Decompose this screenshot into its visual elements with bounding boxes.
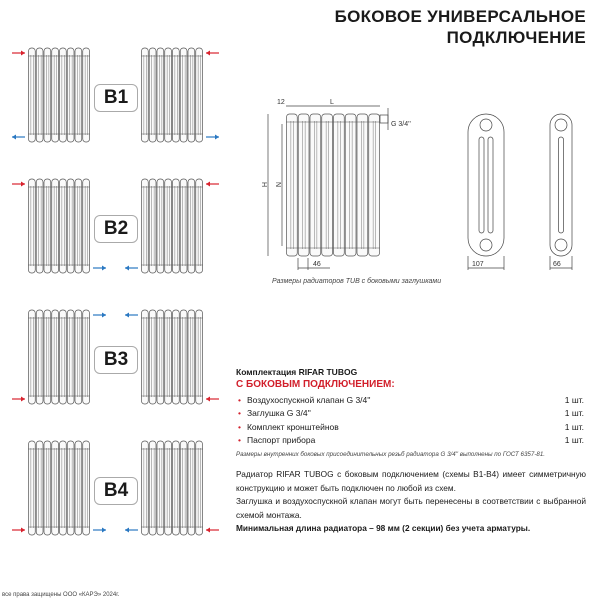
bullet-icon: • [238, 435, 241, 446]
page-title: БОКОВОЕ УНИВЕРСАЛЬНОЕ ПОДКЛЮЧЕНИЕ [334, 7, 586, 47]
radiator-section [196, 48, 203, 142]
radiator-section [142, 310, 149, 404]
drawing-caption: Размеры радиаторов TUB с боковыми заглушками [272, 278, 442, 285]
kit-item: • Комплект кронштейнов 1 шт. [238, 421, 584, 432]
radiator-section [173, 48, 180, 142]
radiator-section [157, 179, 164, 273]
kit-item: • Воздухоспускной клапан G 3/4'' 1 шт. [238, 394, 584, 405]
scheme-label: B2 [94, 215, 138, 243]
description: Радиатор RIFAR TUBOG с боковым подключением (схемы B1-B4) имеет симметричную конструкцию и может быть подключен по любой из схем. Заглушка и воздухоспускной клапан могут быть перенесены в соответствии с выбранной схемой монтажа. Минимальная длина радиатора – 98 мм (2 секции) без учета арматуры. [236, 469, 586, 533]
radiator-section [149, 179, 156, 273]
dim-thread: G 3/4'' [391, 121, 411, 128]
radiator-section [165, 48, 172, 142]
dim-12: 12 [277, 99, 285, 106]
radiator-section [52, 179, 59, 273]
bullet-icon: • [238, 408, 241, 419]
radiator-section [60, 179, 67, 273]
radiator-section [188, 310, 195, 404]
radiator-section [149, 441, 156, 535]
radiator-section [60, 441, 67, 535]
kit-item: • Заглушка G 3/4'' 1 шт. [238, 408, 584, 419]
radiator-section [334, 114, 345, 256]
radiator-section [310, 114, 321, 256]
radiator-section [322, 114, 333, 256]
radiator-section [67, 310, 74, 404]
kit-subheading: С БОКОВЫМ ПОДКЛЮЧЕНИЕМ: [236, 379, 395, 390]
radiator-section [29, 179, 36, 273]
radiator-section [75, 441, 82, 535]
dimension-drawing [250, 90, 590, 275]
radiator-section [36, 179, 43, 273]
radiator-section [142, 179, 149, 273]
radiator-section [196, 310, 203, 404]
radiator-section [142, 48, 149, 142]
radiator-section [52, 48, 59, 142]
radiator-section [142, 441, 149, 535]
radiator-section [36, 310, 43, 404]
radiator-section [44, 48, 51, 142]
radiator-section [157, 310, 164, 404]
scheme-label: B4 [94, 477, 138, 505]
radiator-section [36, 48, 43, 142]
radiator-section [173, 310, 180, 404]
radiator-section [75, 48, 82, 142]
radiator-section [36, 441, 43, 535]
radiator-section [44, 310, 51, 404]
radiator-section [75, 310, 82, 404]
radiator-section [157, 441, 164, 535]
scheme-label: B3 [94, 346, 138, 374]
radiator-section [180, 48, 187, 142]
radiator-section [180, 441, 187, 535]
radiator-section [196, 179, 203, 273]
radiator-section [180, 179, 187, 273]
kit-heading: Комплектация RIFAR TUBOG [236, 367, 358, 377]
radiator-section [188, 179, 195, 273]
radiator-section [149, 310, 156, 404]
radiator-section [188, 48, 195, 142]
kit-item: • Паспорт прибора 1 шт. [238, 435, 584, 446]
radiator-section [157, 48, 164, 142]
dim-46: 46 [313, 261, 321, 268]
dim-l: L [330, 99, 334, 106]
radiator-section [29, 310, 36, 404]
radiator-section [75, 179, 82, 273]
radiator-section [165, 441, 172, 535]
radiator-section [67, 441, 74, 535]
kit-note: Размеры внутренних боковых присоединительных резьб радиатора G 3/4'' выполнены по ГОСТ 6357-81. [236, 451, 545, 458]
radiator-section [52, 310, 59, 404]
radiator-section [345, 114, 356, 256]
dim-107: 107 [472, 261, 484, 268]
radiator-section [44, 179, 51, 273]
radiator-section [52, 441, 59, 535]
radiator-section [165, 179, 172, 273]
radiator-section [369, 114, 380, 256]
radiator-section [83, 441, 90, 535]
radiator-section [44, 441, 51, 535]
radiator-section [149, 48, 156, 142]
dim-h: H [260, 182, 267, 188]
bullet-icon: • [238, 394, 241, 405]
radiator-section [67, 179, 74, 273]
radiator-section [29, 48, 36, 142]
radiator-section [67, 48, 74, 142]
radiator-section [60, 310, 67, 404]
radiator-section [29, 441, 36, 535]
dim-66: 66 [553, 261, 561, 268]
radiator-section [173, 441, 180, 535]
radiator-section [83, 48, 90, 142]
radiator-section [83, 310, 90, 404]
radiator-section [83, 179, 90, 273]
radiator-section [357, 114, 368, 256]
radiator-section [165, 310, 172, 404]
dim-n: N [274, 182, 281, 188]
footer-copyright: все права защищены ООО «КАРЭ» 2024г. [2, 592, 120, 598]
radiator-section [60, 48, 67, 142]
scheme-label: B1 [94, 84, 138, 112]
bullet-icon: • [238, 421, 241, 432]
radiator-section [298, 114, 309, 256]
radiator-section [180, 310, 187, 404]
radiator-section [173, 179, 180, 273]
radiator-section [196, 441, 203, 535]
radiator-section [188, 441, 195, 535]
radiator-section [287, 114, 298, 256]
kit-list [236, 367, 584, 458]
